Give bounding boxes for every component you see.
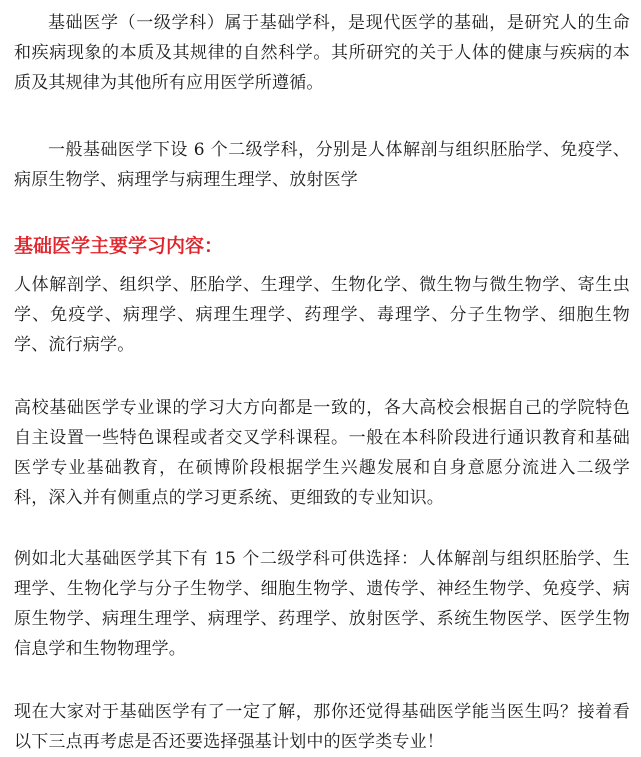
- section-heading: 基础医学主要学习内容：: [14, 235, 224, 257]
- pku-example-paragraph: 例如北大基础医学其下有 15 个二级学科可供选择：人体解剖与组织胚胎学、生理学、生物化学与分子生物学、细胞生物学、遗传学、神经生物学、免疫学、病原生物学、病理生理学、病理学、药理学、放射医学、系统生物医学、医学生物信息学和生物物理学。: [14, 549, 630, 659]
- courses-paragraph: 人体解剖学、组织学、胚胎学、生理学、生物化学、微生物与微生物学、寄生虫学、免疫学、病理学、病理生理学、药理学、毒理学、分子生物学、细胞生物学、流行病学。: [14, 275, 630, 355]
- intro-paragraph: 基础医学（一级学科）属于基础学科，是现代医学的基础，是研究人的生命和疾病现象的本质及其规律的自然科学。其所研究的关于人体的健康与疾病的本质及其规律为其他所有应用医学所遵循。: [14, 13, 630, 93]
- closing-paragraph: 现在大家对于基础医学有了一定了解，那你还觉得基础医学能当医生吗？接着看以下三点再考虑是否还要选择强基计划中的医学类专业！: [14, 702, 630, 752]
- subdisciplines-paragraph: 一般基础医学下设 6 个二级学科，分别是人体解剖与组织胚胎学、免疫学、病原生物学、病理学与病理生理学、放射医学: [14, 140, 630, 190]
- curriculum-paragraph: 高校基础医学专业课的学习大方向都是一致的，各大高校会根据自己的学院特色自主设置一些特色课程或者交叉学科课程。一般在本科阶段进行通识教育和基础医学专业基础教育，在硕博阶段根据学生兴趣发展和自身意愿分流进入二级学科，深入并有侧重点的学习更系统、更细致的专业知识。: [14, 398, 630, 508]
